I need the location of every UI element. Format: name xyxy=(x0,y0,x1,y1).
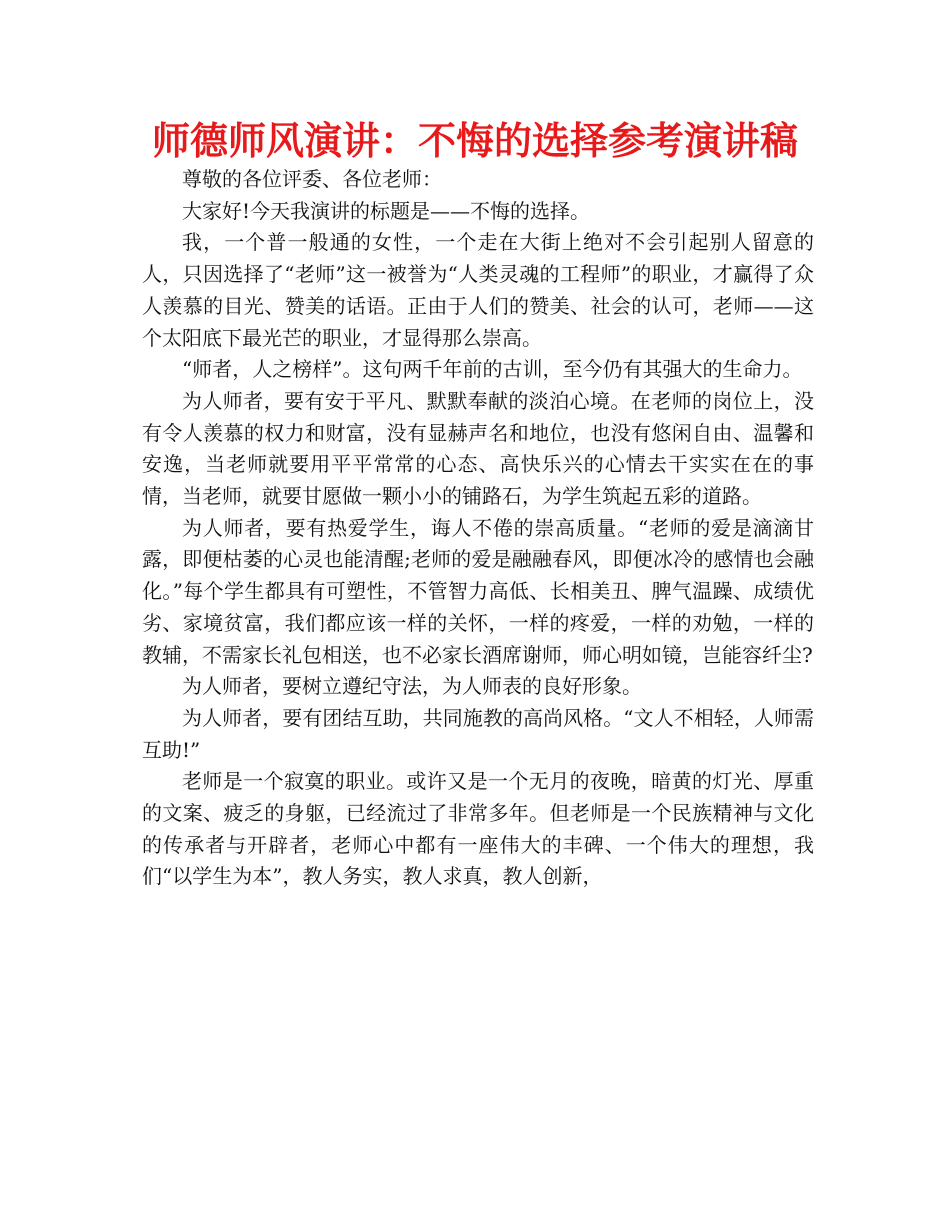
paragraph: 为人师者，要有安于平凡、默默奉献的淡泊心境。在老师的岗位上，没有令人羡慕的权力和财富，没有显赫声名和地位，也没有悠闲自由、温馨和安逸，当老师就要用平平常常的心态、高快乐兴的心情去干实实在在的事情，当老师，就要甘愿做一颗小小的铺路石，为学生筑起五彩的道路。 xyxy=(142,388,814,509)
paragraph: 老师是一个寂寞的职业。或许又是一个无月的夜晚，暗黄的灯光、厚重的文案、疲乏的身躯，已经流过了非常多年。但老师是一个民族精神与文化的传承者与开辟者，老师心中都有一座伟大的丰碑、一个伟大的理想，我们“以学生为本”，教人务实，教人求真，教人创新， xyxy=(142,769,814,889)
paragraph: 为人师者，要树立遵纪守法，为人师表的良好形象。 xyxy=(182,674,642,699)
document-title: 师德师风演讲：不悔的选择参考演讲稿 xyxy=(151,119,798,163)
paragraph: “师者，人之榜样”。这句两千年前的古训，至今仍有其强大的生命力。 xyxy=(182,357,803,382)
paragraph-greeting: 大家好!今天我演讲的标题是——不悔的选择。 xyxy=(182,198,591,223)
paragraph: 我，一个普一般通的女性，一个走在大街上绝对不会引起别人留意的人，只因选择了“老师”这一被誉为“人类灵魂的工程师”的职业，才赢得了众人羡慕的目光、赞美的话语。正由于人们的赞美、社会的认可，老师——这个太阳底下最光芒的职业，才显得那么崇高。 xyxy=(142,230,814,350)
paragraph: 为人师者，要有团结互助，共同施教的高尚风格。“文人不相轻，人师需互助!” xyxy=(142,705,814,762)
paragraph-salutation: 尊敬的各位评委、各位老师： xyxy=(182,167,442,191)
document-body xyxy=(142,164,814,893)
paragraph: 为人师者，要有热爱学生，诲人不倦的崇高质量。“老师的爱是滴滴甘露，即便枯萎的心灵也能清醒;老师的爱是融融春风，即便冰冷的感情也会融化。”每个学生都具有可塑性，不管智力高低、长相美丑、脾气温躁、成绩优劣、家境贫富，我们都应该一样的关怀，一样的疼爱，一样的劝勉，一样的教辅，不需家长礼包相送，也不必家长酒席谢师，师心明如镜，岂能容纤尘? xyxy=(142,515,814,667)
